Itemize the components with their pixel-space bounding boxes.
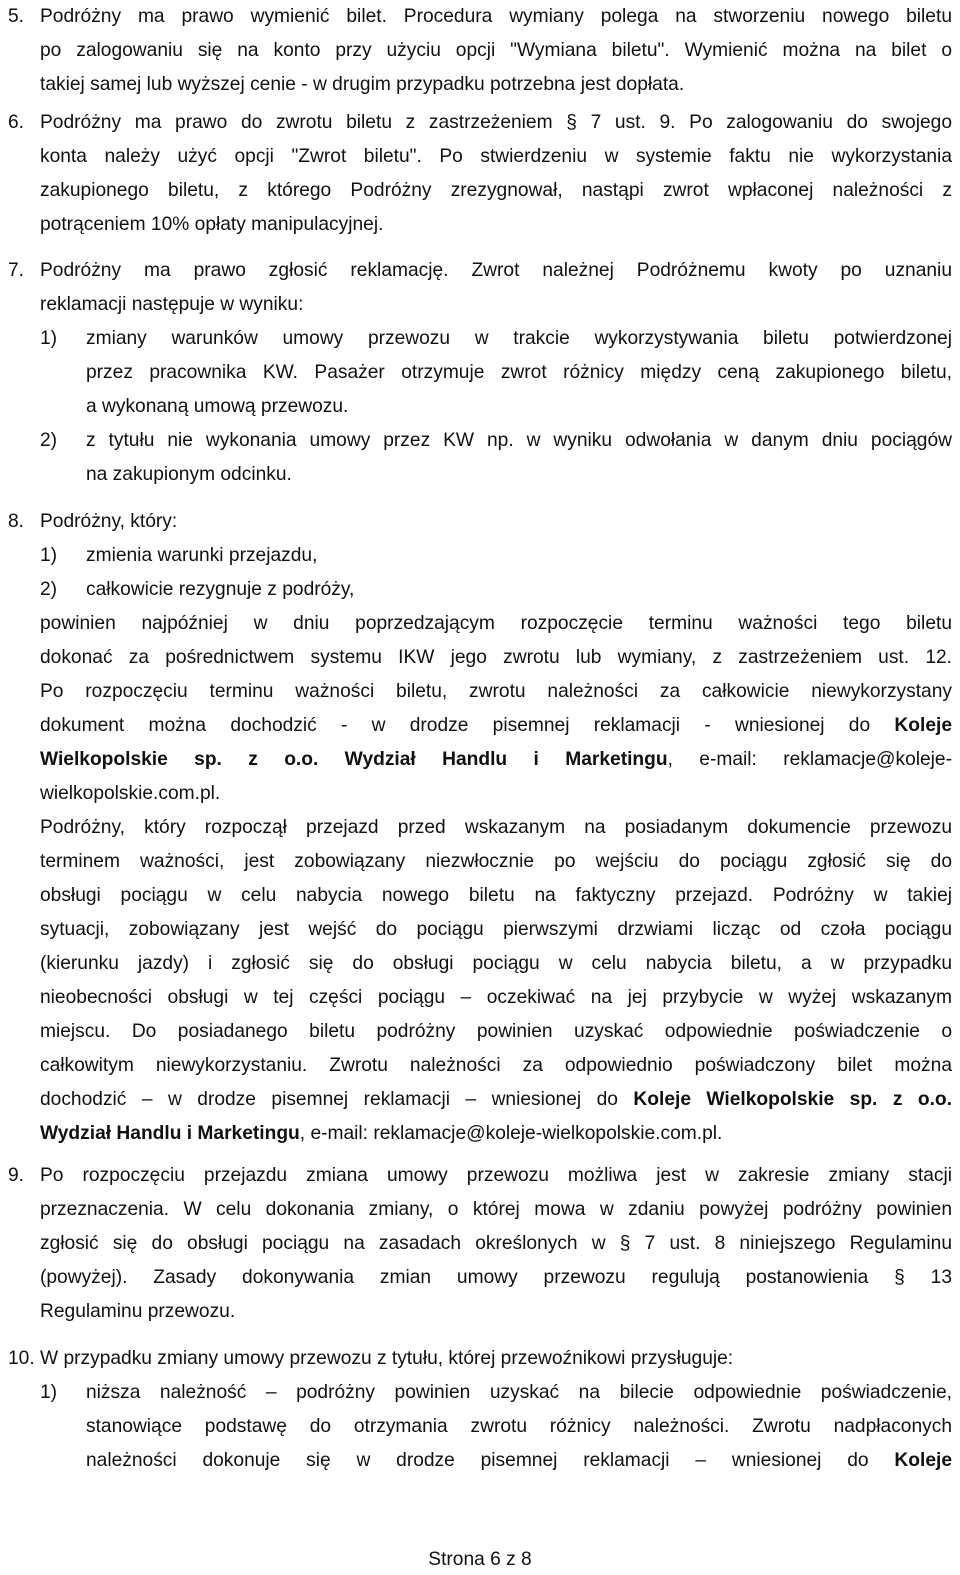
- email-text: , e-mail: reklamacje@koleje-wielkopolskie.com.pl.: [299, 1123, 723, 1144]
- paragraph-text: [40, 607, 952, 811]
- text-line: reklamacji następuje w wyniku:: [40, 294, 304, 315]
- paragraph-text: [40, 1159, 952, 1329]
- text-line: dokonać za pośrednictwem systemu IKW jego zwrotu lub wymiany, z zastrzeżeniem ust. 12.: [40, 647, 952, 668]
- list-item-text: [86, 539, 952, 573]
- text-line: stanowiące podstawę do otrzymania zwrotu różnicy należności. Zwrotu nadpłaconych: [86, 1416, 952, 1437]
- list-item-number: 2): [40, 579, 58, 600]
- page-number-footer: Strona 6 z 8: [428, 1549, 532, 1570]
- company-name-bold: Koleje: [894, 1450, 952, 1471]
- text-line: potrąceniem 10% opłaty manipulacyjnej.: [40, 214, 384, 235]
- list-item-number: 2): [40, 430, 58, 451]
- paragraph-text: [40, 0, 952, 102]
- text-line: Podróżny ma prawo wymienić bilet. Procedura wymiany polega na stworzeniu nowego biletu: [40, 6, 952, 27]
- text-line: [86, 1444, 952, 1478]
- text-line: zmienia warunki przejazdu,: [86, 545, 318, 566]
- text-line: terminem ważności, jest zobowiązany niezwłocznie po wejściu do pociągu zgłosić się do: [40, 851, 952, 872]
- text-line: z tytułu nie wykonania umowy przez KW np. w wyniku odwołania w danym dniu pociągów: [86, 430, 952, 451]
- text-segment: dokument można dochodzić - w drodze pisemnej reklamacji - wniesionej do: [40, 715, 895, 736]
- paragraph-text: [40, 505, 952, 539]
- list-item-text: [86, 573, 952, 607]
- company-name-bold: Wielkopolskie sp. z o.o. Wydział Handlu i Marketingu: [40, 749, 668, 770]
- paragraph-number: 8.: [8, 511, 25, 532]
- company-name-bold: Koleje: [894, 715, 952, 736]
- text-segment: należności dokonuje się w drodze pisemnej reklamacji – wniesionej do: [86, 1450, 895, 1471]
- text-line: powinien najpóźniej w dniu poprzedzającym rozpoczęcie terminu ważności tego biletu: [40, 613, 952, 634]
- email-text: , e-mail: reklamacje@koleje-: [667, 749, 952, 770]
- list-item-number: 1): [40, 1382, 58, 1403]
- text-line: zmiany warunków umowy przewozu w trakcie wykorzystywania biletu potwierdzonej: [86, 328, 952, 349]
- list-item-number: 1): [40, 328, 58, 349]
- text-line: Podróżny ma prawo do zwrotu biletu z zastrzeżeniem § 7 ust. 9. Po zalogowaniu do swojego: [40, 112, 952, 133]
- text-line: niższa należność – podróżny powinien uzyskać na bilecie odpowiednie poświadczenie,: [86, 1382, 952, 1403]
- text-line: W przypadku zmiany umowy przewozu z tytułu, której przewoźnikowi przysługuje:: [40, 1348, 734, 1369]
- text-line: Po rozpoczęciu terminu ważności biletu, zwrotu należności za całkowicie niewykorzystany: [40, 681, 952, 702]
- text-line: (powyżej). Zasady dokonywania zmian umowy przewozu regulują postanowienia § 13: [40, 1267, 952, 1288]
- text-line: [40, 1117, 952, 1151]
- list-item-text: [86, 424, 952, 492]
- paragraph-text: [40, 254, 952, 322]
- paragraph-number: 9.: [8, 1165, 25, 1186]
- text-line: zakupionego biletu, z którego Podróżny zrezygnował, nastąpi zwrot wpłaconej należności z: [40, 180, 952, 201]
- text-line: [40, 743, 952, 777]
- text-line: Podróżny ma prawo zgłosić reklamację. Zwrot należnej Podróżnemu kwoty po uznaniu: [40, 260, 952, 281]
- text-line: Podróżny, który rozpoczął przejazd przed wskazanym na posiadanym dokumencie przewozu: [40, 817, 952, 838]
- text-line: przeznaczenia. W celu dokonania zmiany, o której mowa w zdaniu powyżej podróżny powinien: [40, 1199, 952, 1220]
- text-line: Podróżny, który:: [40, 511, 178, 532]
- text-line: przez pracownika KW. Pasażer otrzymuje zwrot różnicy między ceną zakupionego biletu,: [86, 362, 952, 383]
- paragraph-number: 10.: [8, 1348, 35, 1369]
- text-line: konta należy użyć opcji "Zwrot biletu". Po stwierdzeniu w systemie faktu nie wykorzystania: [40, 146, 952, 167]
- text-line: obsługi pociągu w celu nabycia nowego biletu na faktyczny przejazd. Podróżny w takiej: [40, 885, 952, 906]
- text-line: na zakupionym odcinku.: [86, 464, 292, 485]
- text-line: sytuacji, zobowiązany jest wejść do pociągu pierwszymi drzwiami licząc od czoła pociągu: [40, 919, 952, 940]
- text-line: po zalogowaniu się na konto przy użyciu opcji "Wymiana biletu". Wymienić można na bilet o: [40, 40, 952, 61]
- text-line: zgłosić się do obsługi pociągu na zasadach określonych w § 7 ust. 8 niniejszego Regulaminu: [40, 1233, 952, 1254]
- paragraph-text: [40, 1342, 952, 1376]
- text-line: całkowitym niewykorzystaniu. Zwrotu należności za odpowiednio poświadczony bilet można: [40, 1055, 952, 1076]
- text-line: a wykonaną umową przewozu.: [86, 396, 349, 417]
- text-line: Regulaminu przewozu.: [40, 1301, 236, 1322]
- text-line: wielkopolskie.com.pl.: [40, 783, 221, 804]
- text-line: (kierunku jazdy) i zgłosić się do obsługi pociągu w celu nabycia biletu, a w przypadku: [40, 953, 952, 974]
- text-line: [40, 1083, 952, 1117]
- list-item-text: [86, 322, 952, 424]
- paragraph-number: 7.: [8, 260, 25, 281]
- paragraph-number: 6.: [8, 112, 25, 133]
- text-segment: dochodzić – w drodze pisemnej reklamacji – wniesionej do: [40, 1089, 634, 1110]
- list-item-text: [86, 1376, 952, 1478]
- paragraph-number: 5.: [8, 6, 25, 27]
- text-line: takiej samej lub wyższej cenie - w drugim przypadku potrzebna jest dopłata.: [40, 74, 685, 95]
- company-name-bold: Koleje Wielkopolskie sp. z o.o.: [633, 1089, 952, 1110]
- paragraph-text: [40, 811, 952, 1151]
- company-name-bold: Wydział Handlu i Marketingu: [40, 1123, 300, 1144]
- text-line: Po rozpoczęciu przejazdu zmiana umowy przewozu możliwa jest w zakresie zmiany stacji: [40, 1165, 952, 1186]
- text-line: nieobecności obsługi w tej części pociągu – oczekiwać na jej przybycie w wyżej wskazanym: [40, 987, 952, 1008]
- list-item-number: 1): [40, 545, 58, 566]
- text-line: miejscu. Do posiadanego biletu podróżny powinien uzyskać odpowiednie poświadczenie o: [40, 1021, 952, 1042]
- text-line: całkowicie rezygnuje z podróży,: [86, 579, 355, 600]
- paragraph-text: [40, 106, 952, 242]
- text-line: [40, 709, 952, 743]
